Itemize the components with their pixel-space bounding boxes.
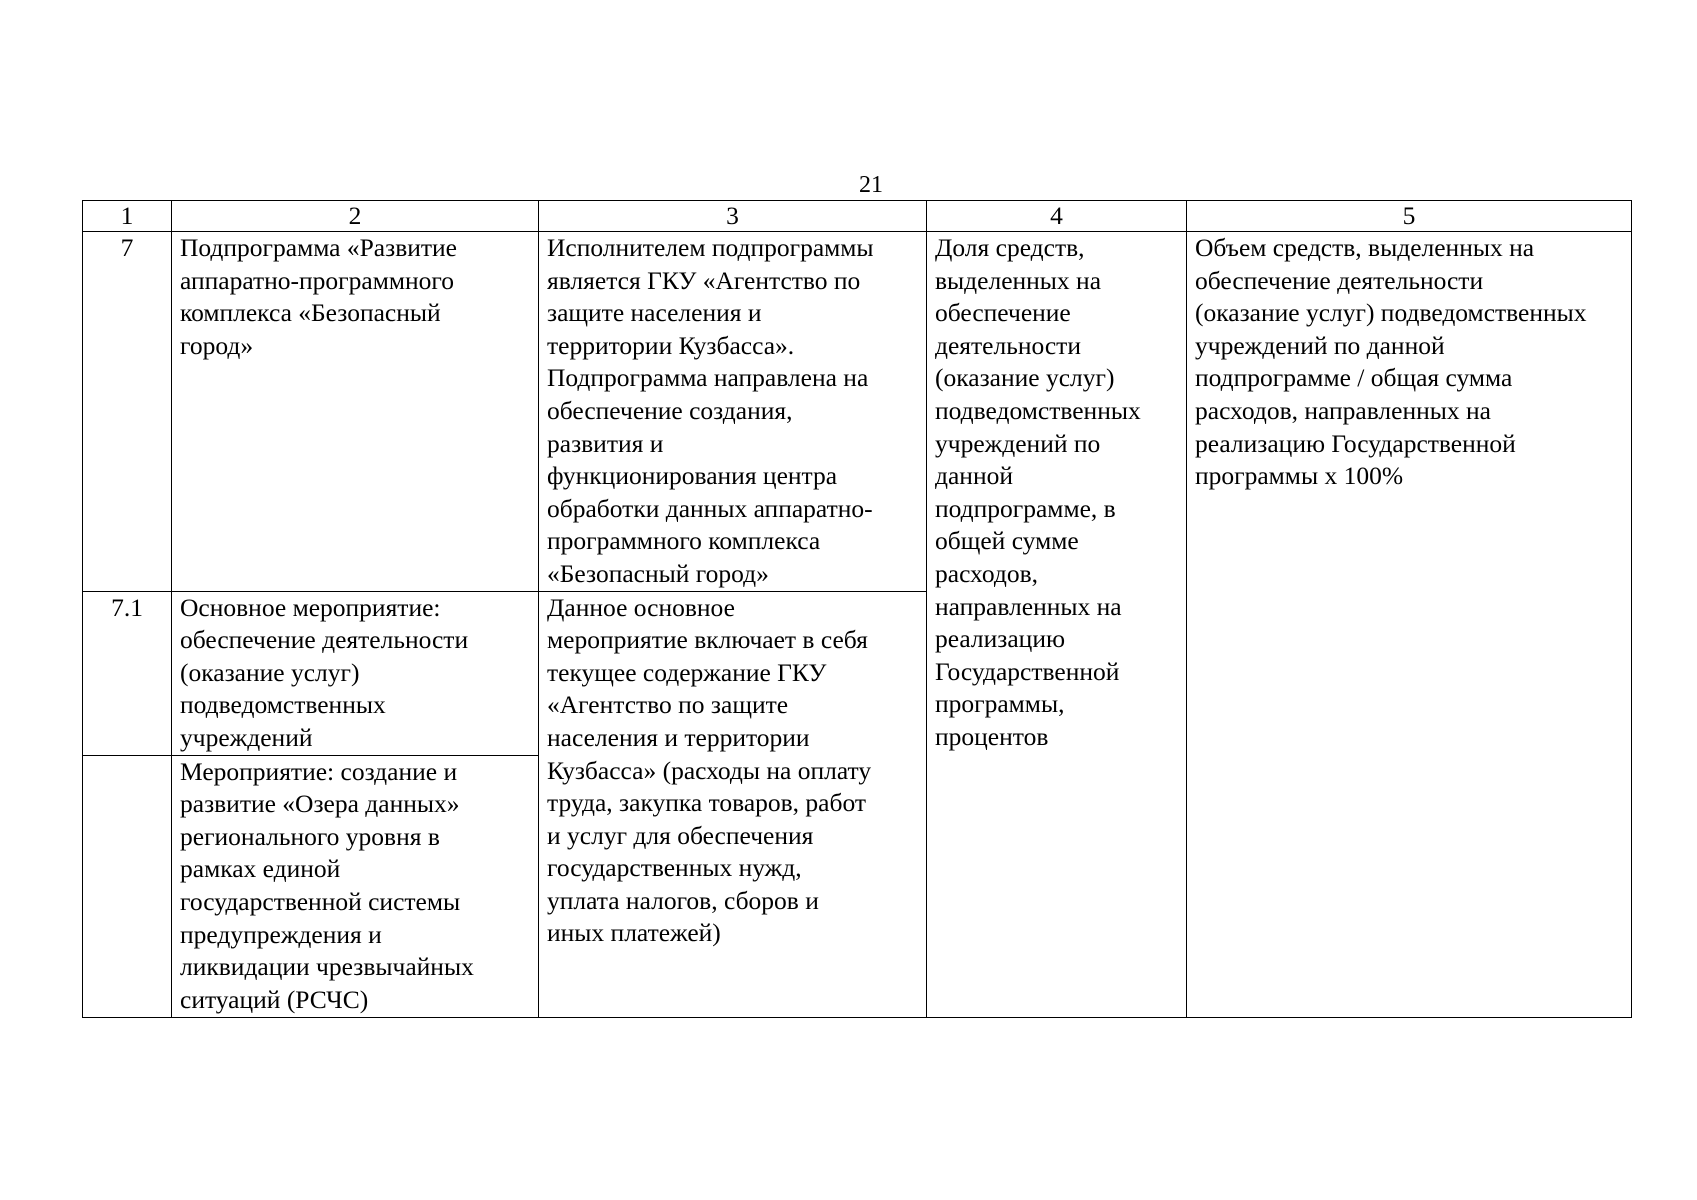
column-header: 4 [927,201,1187,232]
program-table [82,200,1632,1018]
row-number-cell: 7.1 [83,591,172,755]
column-header: 2 [172,201,539,232]
row-name-cell: Мероприятие: создание и развитие «Озера данных» регионального уровня в рамках единой государственной системы предупреждения и ликвидации чрезвычайных ситуаций (РСЧС) [172,755,539,1017]
row-name-cell: Основное мероприятие: обеспечение деятельности (оказание услуг) подведомственных учреждений [172,591,539,755]
row-number-cell [83,755,172,1017]
column-header: 5 [1187,201,1632,232]
row-name-cell: Подпрограмма «Развитие аппаратно-программного комплекса «Безопасный город» [172,232,539,592]
row-number-cell: 7 [83,232,172,592]
formula-cell: Объем средств, выделенных на обеспечение деятельности (оказание услуг) подведомственных учреждений по данной подпрограмме / общая сумма расходов, направленных на реализацию Государственной программы х 100% [1187,232,1632,1018]
column-header: 3 [539,201,927,232]
page-number: 21 [859,172,883,198]
table-row [83,232,1632,592]
table-header-row [83,201,1632,232]
row-description-cell: Данное основное мероприятие включает в себя текущее содержание ГКУ «Агентство по защите населения и территории Кузбасса» (расходы на оплату труда, закупка товаров, работ и услуг для обеспечения государственных нужд, уплата налогов, сборов и иных платежей) [539,591,927,1017]
indicator-cell: Доля средств, выделенных на обеспечение деятельности (оказание услуг) подведомственных учреждений по данной подпрограмме, в общей сумме расходов, направленных на реализацию Государственной программы, процентов [927,232,1187,1018]
row-description-cell: Исполнителем подпрограммы является ГКУ «Агентство по защите населения и территории Кузбасса». Подпрограмма направлена на обеспечение создания, развития и функционирования центра обработки данных аппаратно- программного комплекса «Безопасный город» [539,232,927,592]
column-header: 1 [83,201,172,232]
